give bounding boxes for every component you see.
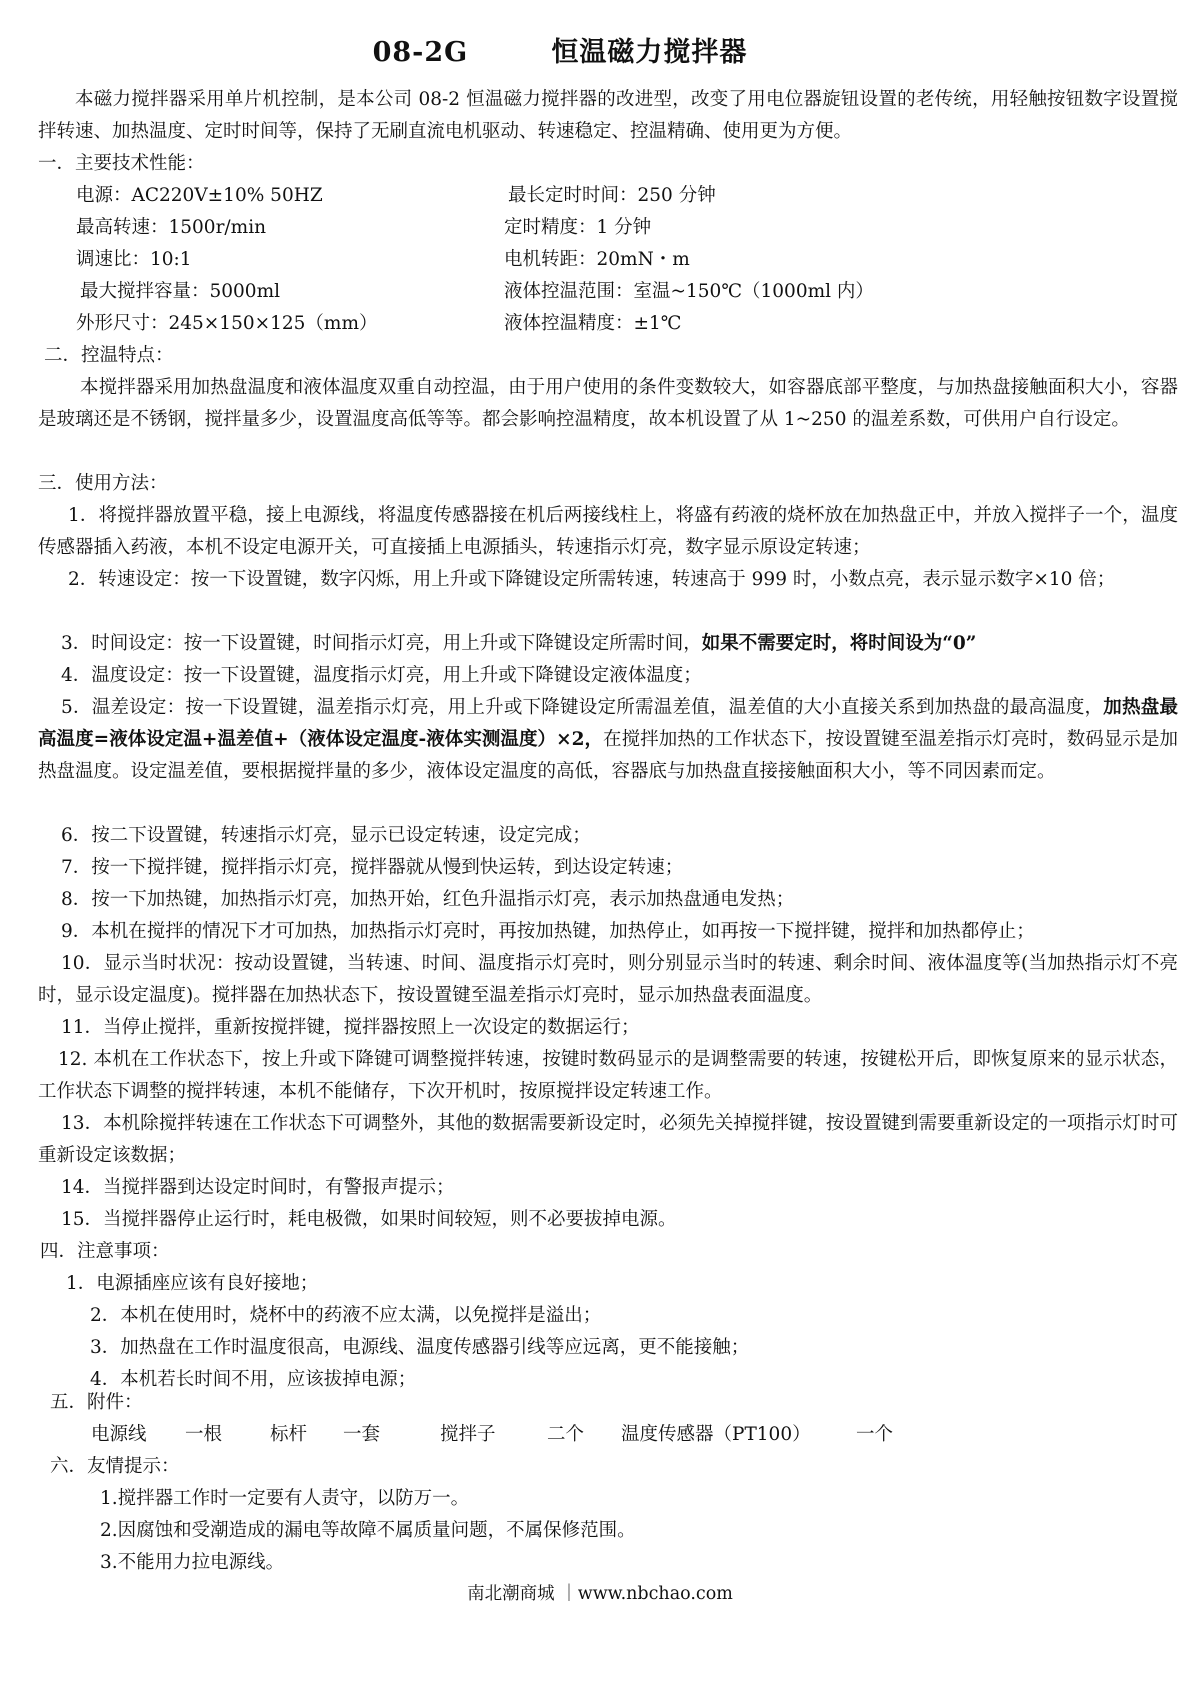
spec-timer-precision: 定时精度：1 分钟 <box>504 217 652 238</box>
caution-item-1: 1．电源插座应该有良好接地； <box>66 1273 319 1294</box>
tip-item-1: 1.搅拌器工作时一定要有人责守，以防万一。 <box>100 1488 470 1509</box>
accessory-rod-qty: 一套 <box>343 1424 381 1445</box>
section5-heading: 五．附件： <box>50 1392 143 1413</box>
accessory-rod: 标杆 <box>270 1424 308 1445</box>
accessory-temp-sensor-qty: 一个 <box>856 1424 894 1445</box>
section2-paragraph: 本搅拌器采用加热盘温度和液体温度双重自动控温，由于用户使用的条件变数较大，如容器底部平整度，与加热盘接触面积大小，容器是玻璃还是不锈钢，搅拌量多少，设置温度高低等等。都会影响控温精度，故本机设置了从 1~250 的温差系数，可供用户自行设定。 <box>38 377 1178 430</box>
usage-item-15: 15．当搅拌器停止运行时，耗电极微，如果时间较短，则不必要拔掉电源。 <box>61 1209 677 1230</box>
accessory-power-cord-qty: 一根 <box>185 1424 223 1445</box>
spec-max-speed: 最高转速：1500r/min <box>76 217 267 238</box>
usage-item-9: 9．本机在搅拌的情况下才可加热，加热指示灯亮时，再按加热键，加热停止，如再按一下搅拌键，搅拌和加热都停止； <box>61 921 1035 942</box>
usage-item-6: 6．按二下设置键，转速指示灯亮，显示已设定转速，设定完成； <box>61 825 591 846</box>
section3-heading: 三．使用方法： <box>38 473 168 494</box>
spec-max-timer: 最长定时时间：250 分钟 <box>508 185 716 206</box>
usage-item-5 <box>38 692 1178 788</box>
section4-heading: 四．注意事项： <box>40 1241 170 1262</box>
usage-item-12: 12. 本机在工作状态下，按上升或下降键可调整搅拌转速，按键时数码显示的是调整需要的转速，按键松开后，即恢复原来的显示状态，工作状态下调整的搅拌转速，本机不能储存，下次开机时，按原搅拌设定转速工作。 <box>38 1049 1178 1102</box>
caution-item-2: 2．本机在使用时，烧杯中的药液不应太满，以免搅拌是溢出； <box>90 1305 602 1326</box>
usage-item-3-emphasis: 如果不需要定时，将时间设为“0” <box>701 633 977 654</box>
accessory-temp-sensor: 温度传感器（PT100） <box>621 1424 811 1445</box>
accessory-power-cord: 电源线 <box>91 1424 147 1445</box>
spec-power: 电源：AC220V±10% 50HZ <box>76 185 323 206</box>
usage-item-5-text: 5．温差设定：按一下设置键，温差指示灯亮，用上升或下降键设定所需温差值，温差值的大小直接关系到加热盘的最高温度， <box>61 697 1104 718</box>
usage-item-5-formula: 加热盘最高温度=液体设定温+温差值+（液体设定温度-液体实测温度）×2， <box>38 697 1178 750</box>
usage-item-3-text: 3．时间设定：按一下设置键，时间指示灯亮，用上升或下降键设定所需时间， <box>61 633 702 654</box>
caution-item-3: 3．加热盘在工作时温度很高，电源线、温度传感器引线等应远离，更不能接触； <box>90 1337 750 1358</box>
document-title: 08-2G 恒温磁力搅拌器 <box>372 37 748 68</box>
usage-item-2: 2．转速设定：按一下设置键，数字闪烁，用上升或下降键设定所需转速，转速高于 999 时，小数点亮，表示显示数字×10 倍； <box>68 569 1116 590</box>
section2-heading: 二．控温特点： <box>44 345 174 366</box>
spec-max-capacity: 最大搅拌容量：5000ml <box>80 281 281 302</box>
spec-speed-ratio: 调速比：10:1 <box>76 249 192 270</box>
spec-dimensions: 外形尺寸：245×150×125（mm） <box>76 313 378 334</box>
tip-item-3: 3.不能用力拉电源线。 <box>100 1552 285 1573</box>
accessory-stir-bar: 搅拌子 <box>440 1424 496 1445</box>
usage-item-8: 8．按一下加热键，加热指示灯亮，加热开始，红色升温指示灯亮，表示加热盘通电发热； <box>61 889 795 910</box>
usage-item-11: 11．当停止搅拌，重新按搅拌键，搅拌器按照上一次设定的数据运行； <box>61 1017 640 1038</box>
usage-item-14: 14．当搅拌器到达设定时间时，有警报声提示； <box>61 1177 455 1198</box>
usage-item-1: 1．将搅拌器放置平稳，接上电源线，将温度传感器接在机后两接线柱上，将盛有药液的烧杯放在加热盘正中，并放入搅拌子一个，温度传感器插入药液，本机不设定电源开关，可直接插上电源插头，转速指示灯亮，数字显示原设定转速； <box>38 505 1178 558</box>
usage-item-7: 7．按一下搅拌键，搅拌指示灯亮，搅拌器就从慢到快运转，到达设定转速； <box>61 857 684 878</box>
intro-paragraph: 本磁力搅拌器采用单片机控制，是本公司 08-2 恒温磁力搅拌器的改进型，改变了用电位器旋钮设置的老传统，用轻触按钮数字设置搅拌转速、加热温度、定时时间等，保持了无刷直流电机驱动、转速稳定、控温精确、使用更为方便。 <box>38 89 1178 142</box>
footer-source: 南北潮商城 ｜www.nbchao.com <box>467 1584 733 1604</box>
usage-item-4: 4．温度设定：按一下设置键，温度指示灯亮，用上升或下降键设定液体温度； <box>61 665 702 686</box>
usage-item-5-text-end: 在搅拌加热的工作状态下，按设置键至温差指示灯亮时，数码显示是加热盘温度。设定温差值，要根据搅拌量的多少，液体设定温度的高低，容器底与加热盘直接接触面积大小，等不同因素而定。 <box>38 729 1178 782</box>
usage-item-3 <box>38 628 1178 660</box>
spec-temp-range: 液体控温范围：室温~150℃（1000ml 内） <box>504 281 874 302</box>
spec-motor-torque: 电机转距：20mN・m <box>504 249 690 270</box>
usage-item-10: 10．显示当时状况：按动设置键，当转速、时间、温度指示灯亮时，则分别显示当时的转速、剩余时间、液体温度等(当加热指示灯不亮时，显示设定温度)。搅拌器在加热状态下，按设置键至温差指示灯亮时，显示加热盘表面温度。 <box>38 953 1178 1006</box>
tip-item-2: 2.因腐蚀和受潮造成的漏电等故障不属质量问题，不属保修范围。 <box>100 1520 636 1541</box>
section6-heading: 六．友情提示： <box>50 1456 180 1477</box>
usage-item-13: 13．本机除搅拌转速在工作状态下可调整外，其他的数据需要新设定时，必须先关掉搅拌键，按设置键到需要重新设定的一项指示灯时可重新设定该数据； <box>38 1113 1178 1166</box>
section1-heading: 一．主要技术性能： <box>38 153 205 174</box>
accessory-stir-bar-qty: 二个 <box>547 1424 585 1445</box>
spec-temp-precision: 液体控温精度：±1℃ <box>504 313 682 334</box>
caution-item-4: 4．本机若长时间不用，应该拔掉电源； <box>90 1369 417 1390</box>
